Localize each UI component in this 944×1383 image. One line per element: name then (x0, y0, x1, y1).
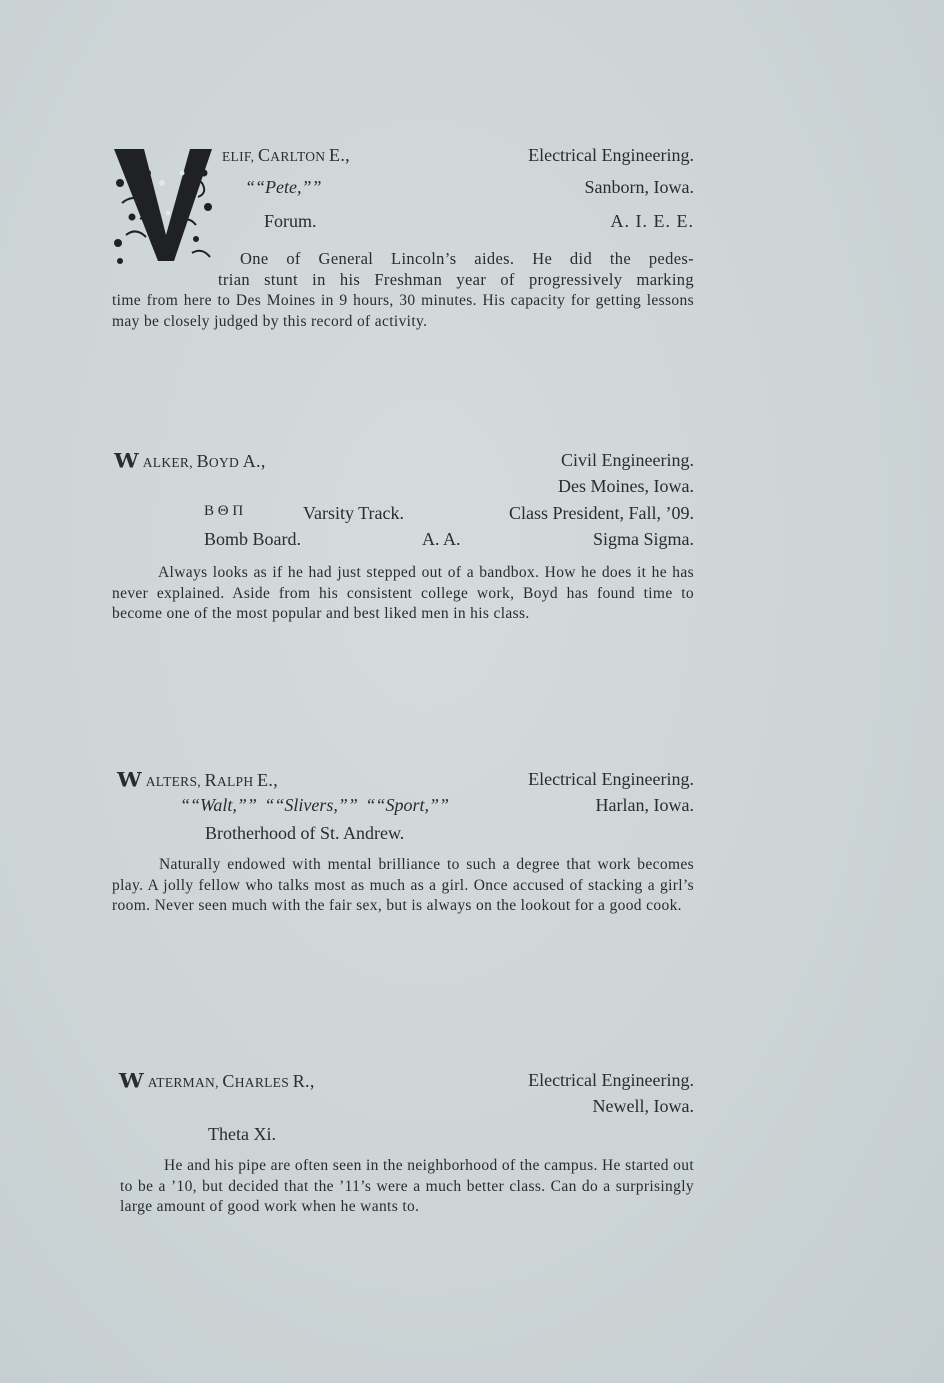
student-name: WALKER, BOYD A., (114, 449, 266, 473)
nicknames: ““Walt,”” ““Slivers,”” ““Sport,”” (180, 795, 449, 815)
student-name: WATERMAN, CHARLES R., (119, 1069, 315, 1093)
gothic-initial: W (119, 1069, 142, 1093)
entry-waterman (112, 1068, 694, 1258)
hometown: Newell, Iowa. (592, 1096, 694, 1116)
bio-line-2: trian stunt in his Freshman year of progressively marking (218, 270, 694, 289)
bio: Naturally endowed with mental brilliance to such a degree that work becomes play. A jolly fellow who talks most as much as a girl. Once accused of stacking a girl’s room. Never seen much with the fair sex, but is always on the lookout for a good cook. (112, 856, 694, 914)
activity-aiee: A. I. E. E. (610, 211, 694, 231)
gothic-initial: W (114, 449, 137, 473)
activity-aa: A. A. (422, 529, 461, 549)
hometown: Sanborn, Iowa. (584, 177, 694, 197)
bio: Always looks as if he had just stepped out of a bandbox. How he does it he has never explained. Aside from his consistent college work, Boyd has found time to become one of the most popular and best liked men in his class. (112, 564, 694, 622)
course: Electrical Engineering. (528, 145, 694, 165)
bio-line-1: One of General Lincoln’s aides. He did the pedes- (240, 249, 694, 268)
activity-bomb-board: Bomb Board. (204, 529, 301, 549)
entry-walters (112, 767, 694, 957)
course: Electrical Engineering. (528, 769, 694, 789)
student-name: WALTERS, RALPH E., (117, 768, 278, 792)
course: Civil Engineering. (561, 450, 694, 470)
entry-walker (112, 448, 694, 648)
activity-brotherhood: Brotherhood of St. Andrew. (205, 823, 405, 843)
entry-velif (112, 143, 694, 343)
hometown: Harlan, Iowa. (595, 795, 694, 815)
bio: time from here to Des Moines in 9 hours, 30 minutes. His capacity for getting lessons may be closely judged by this record of activity. (112, 292, 694, 330)
course: Electrical Engineering. (528, 1070, 694, 1090)
gothic-initial: W (117, 768, 140, 792)
nickname: ““Pete,”” (245, 177, 322, 197)
activity-forum: Forum. (264, 211, 317, 231)
activity-sigma-sigma: Sigma Sigma. (592, 529, 694, 549)
ornamental-initial-v-icon (112, 143, 217, 265)
bio: He and his pipe are often seen in the neighborhood of the campus. He started out to be a ’10, but decided that the ’11’s were a much better class. Can do a surprisingly large amount of good work when he wants to. (120, 1157, 694, 1215)
hometown: Des Moines, Iowa. (558, 476, 694, 496)
activity-theta-xi: Theta Xi. (208, 1124, 276, 1144)
activity-track: Varsity Track. (303, 503, 405, 523)
student-name: ELIF, CARLTON E., (222, 145, 350, 165)
activity-fraternity: B Θ Π (204, 503, 244, 519)
activity-class-president: Class President, Fall, ’09. (509, 503, 694, 523)
